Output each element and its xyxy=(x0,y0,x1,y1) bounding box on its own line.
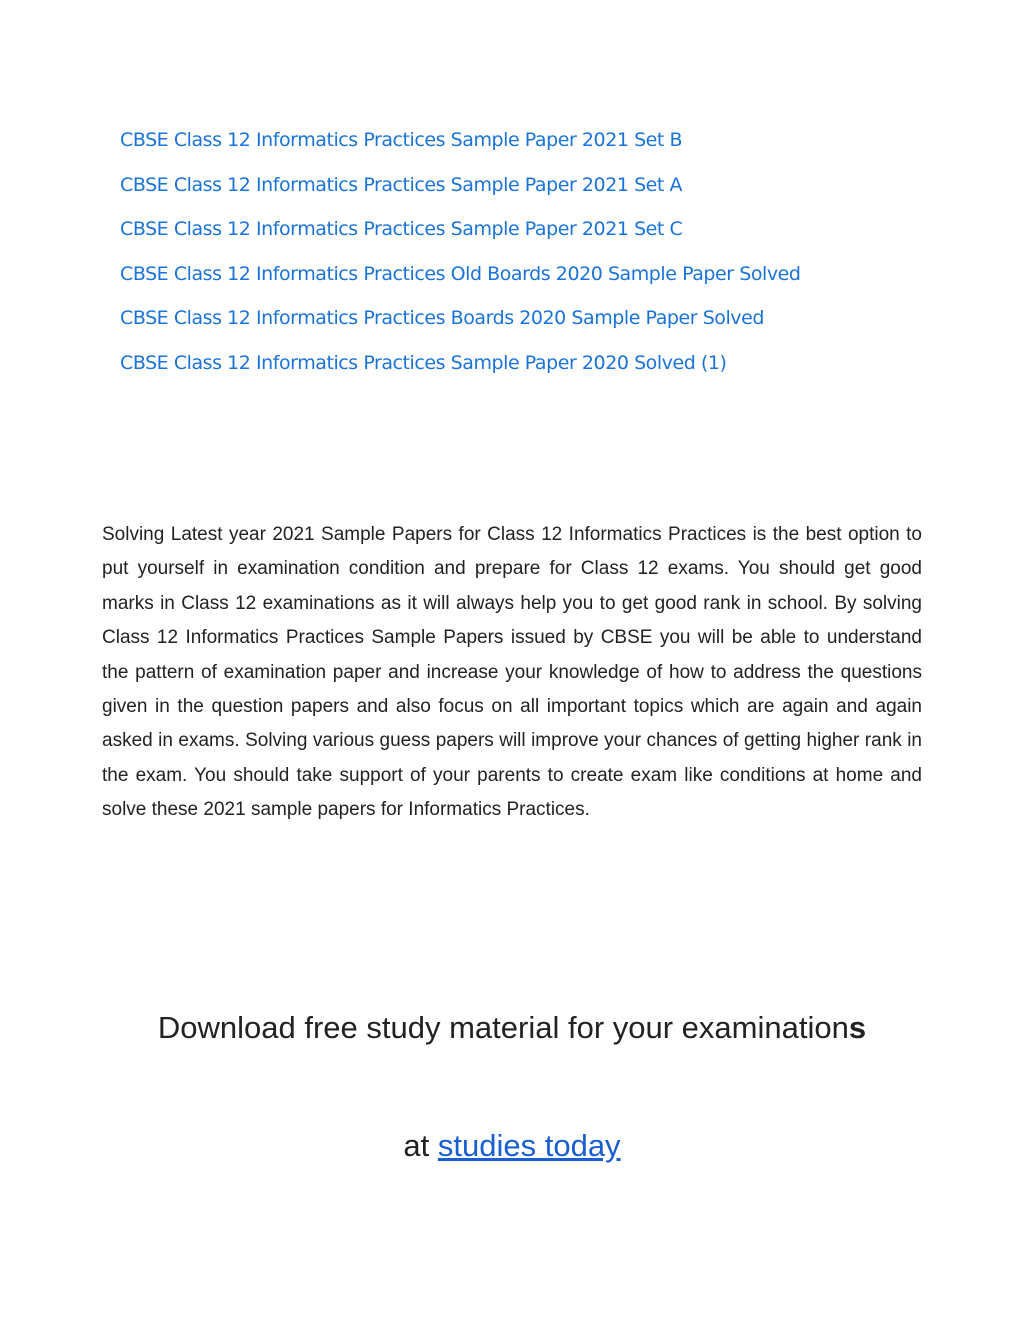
sample-paper-link-2021-set-b[interactable]: CBSE Class 12 Informatics Practices Sample Paper 2021 Set B xyxy=(120,129,683,151)
intro-paragraph: Solving Latest year 2021 Sample Papers for Class 12 Informatics Practices is the best option to put yourself in examination condition and prepare for Class 12 exams. You should get good marks in Class 12 examinations as it will always help you to get good rank in school. By solving Class 12 Informatics Practices Sample Papers issued by CBSE you will be able to understand the pattern of examination paper and increase your knowledge of how to address the questions given in the question papers and also focus on all important topics which are again and again asked in exams. Solving various guess papers will improve your chances of getting higher rank in the exam. You should take support of your parents to create exam like conditions at home and solve these 2021 sample papers for Informatics Practices. xyxy=(102,524,922,821)
sample-paper-link-2021-set-c[interactable]: CBSE Class 12 Informatics Practices Sample Paper 2021 Set C xyxy=(120,218,683,241)
sample-paper-link-2021-set-a[interactable]: CBSE Class 12 Informatics Practices Sample Paper 2021 Set A xyxy=(120,173,683,196)
studies-today-line xyxy=(0,1124,1024,1168)
download-heading-text: Download free study material for your examination xyxy=(157,1010,849,1045)
download-heading xyxy=(0,1006,1024,1050)
at-prefix: at xyxy=(403,1128,438,1163)
sample-paper-link-boards-2020[interactable]: CBSE Class 12 Informatics Practices Boards 2020 Sample Paper Solved xyxy=(120,307,764,330)
sample-paper-link-list xyxy=(120,118,980,386)
sample-paper-link-old-boards-2020[interactable]: CBSE Class 12 Informatics Practices Old Boards 2020 Sample Paper Solved xyxy=(120,262,801,285)
sample-paper-link-2020-solved[interactable]: CBSE Class 12 Informatics Practices Sample Paper 2020 Solved (1) xyxy=(120,351,727,374)
studies-today-link[interactable]: studies today xyxy=(437,1128,621,1163)
download-heading-bold-s: s xyxy=(848,1010,867,1045)
